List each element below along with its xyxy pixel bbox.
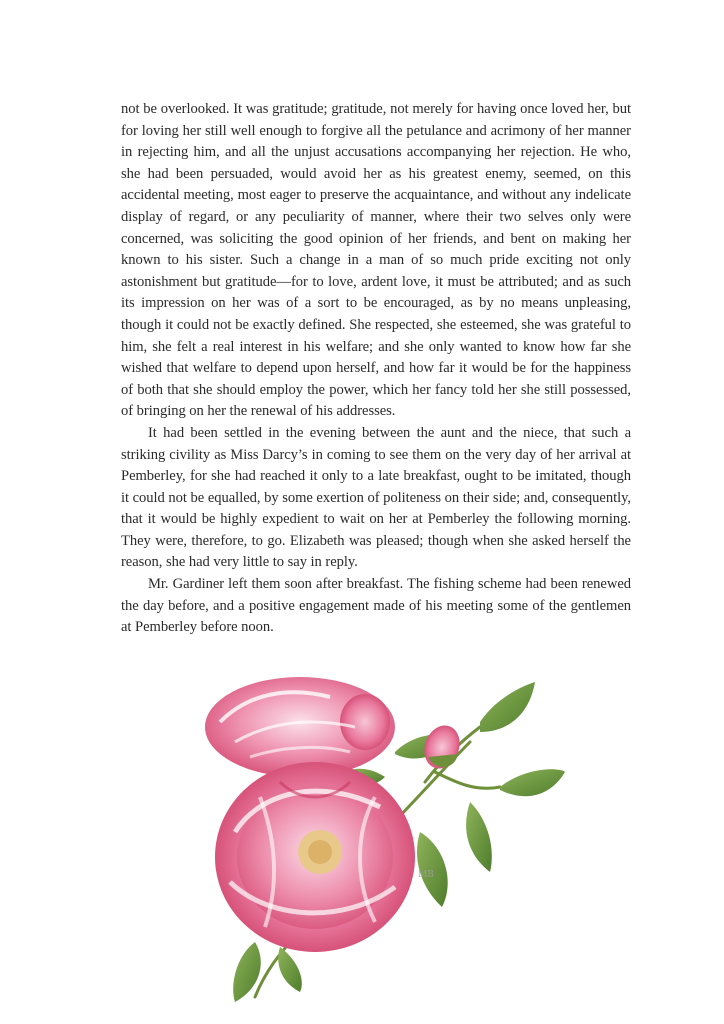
- upper-rose: [205, 677, 395, 777]
- main-rose: [215, 762, 415, 952]
- body-text: [121, 99, 631, 639]
- paragraph-2: It had been settled in the evening between the aunt and the niece, that such a striking civility as Miss Darcy’s in coming to see them on the very day of her arrival at Pemberley, for she had reached it only to a late breakfast, ought to be imitated, though it could not be equalled, by some exertion of politeness on their side; and, consequently, that it would be highly expedient to wait on her at Pemberley the following morning. They were, therefore, to go. Elizabeth was pleased; though when she asked herself the reason, she had very little to say in reply.: [121, 424, 631, 571]
- artist-monogram: MB: [418, 870, 434, 880]
- rosebud: [419, 721, 466, 774]
- paragraph-3: Mr. Gardiner left them soon after breakfast. The fishing scheme had been renewed the day before, and a positive engagement made of his meeting some of the gentlemen at Pemberley before noon.: [121, 576, 631, 636]
- rose-illustration: [180, 672, 580, 1007]
- paragraph-1: not be overlooked. It was gratitude; gratitude, not merely for having once loved her, but for loving her still well enough to forgive all the petulance and acrimony of her manner in rejecting him, and all the unjust accusations accompanying her rejection. He who, she had been persuaded, would avoid her as his greatest enemy, seemed, on this accidental meeting, most eager to preserve the acquaintance, and without any indelicate display of regard, or any peculiarity of manner, where their two selves only were concerned, was soliciting the good opinion of her friends, and bent on making her known to his sister. Such a change in a man of so much pride exciting not only astonishment but gratitude—for to love, ardent love, it must be attributed; and as such its impression on her was of a sort to be encouraged, as by no means unpleasing, though it could not be exactly defined. She respected, she esteemed, she was grateful to him, she felt a real interest in his welfare; and she only wanted to know how far she wished that welfare to depend upon herself, and how far it would be for the happiness of both that she should employ the power, which her fancy told her she still possessed, of bringing on her the renewal of his addresses.: [121, 101, 631, 420]
